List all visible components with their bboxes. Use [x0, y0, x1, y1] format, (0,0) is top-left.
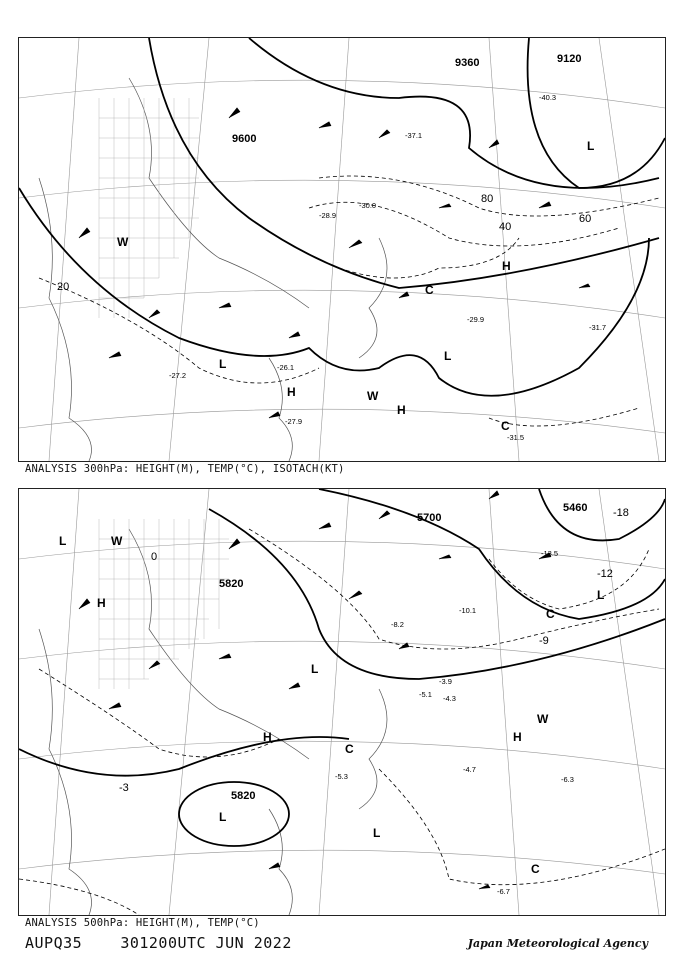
- center-low-3: L: [311, 662, 319, 676]
- center-cold-2: C: [531, 862, 540, 876]
- temp-label: -4.7: [463, 765, 476, 774]
- chart-500hpa: [18, 488, 666, 916]
- graticule: [19, 38, 665, 461]
- temp-label: -5.3: [335, 772, 348, 781]
- center-high-1: H: [502, 259, 511, 273]
- center-high-3: H: [287, 385, 296, 399]
- center-cold-1: C: [345, 742, 354, 756]
- temp-label: -8.2: [391, 620, 404, 629]
- center-cold-1: C: [425, 283, 434, 297]
- hatch-area: [99, 98, 199, 318]
- center-high-2: H: [263, 730, 272, 744]
- temp-label: -4.3: [443, 694, 456, 703]
- temp-label: -27.2: [169, 371, 187, 380]
- agency-name: Japan Meteorological Agency: [467, 937, 648, 950]
- height-label-9600: 9600: [232, 133, 257, 145]
- isotherm-label: -12: [597, 568, 613, 580]
- center-low-1: L: [59, 534, 67, 548]
- map-300hpa: [19, 38, 665, 461]
- temp-label: -31.7: [589, 323, 607, 332]
- graticule: [19, 489, 665, 915]
- isotherm-label: -3: [119, 782, 129, 794]
- height-label-5820: 5820: [231, 790, 256, 802]
- temp-label: -10.1: [459, 606, 477, 615]
- temp-label: -3.9: [439, 677, 452, 686]
- center-warm-1: W: [537, 712, 549, 726]
- temp-label: -13.5: [541, 549, 559, 558]
- center-low-3: L: [219, 357, 227, 371]
- height-label-5820: 5820: [219, 578, 244, 590]
- product-code: [25, 934, 292, 952]
- temp-label: -29.9: [467, 315, 485, 324]
- map-500hpa: [19, 489, 665, 915]
- caption-300hpa: ANALYSIS 300hPa: HEIGHT(M), TEMP(°C), ISOTACH(KT): [25, 463, 345, 475]
- temp-label: -27.9: [285, 417, 303, 426]
- height-label-9120: 9120: [557, 53, 582, 65]
- coastlines: [39, 78, 387, 461]
- isotach-label-40: 40: [499, 221, 512, 233]
- temp-label: -40.3: [539, 93, 557, 102]
- analysis-datetime: 301200UTC JUN 2022: [120, 934, 292, 952]
- center-low-2: L: [587, 139, 595, 153]
- center-low-1: L: [444, 349, 452, 363]
- product-id: AUPQ35: [25, 934, 83, 952]
- temp-label: -5.1: [419, 690, 432, 699]
- temp-label: -31.5: [507, 433, 525, 442]
- center-warm-1: W: [117, 235, 129, 249]
- wind-barbs: [79, 108, 590, 418]
- temp-label: -30.0: [359, 201, 377, 210]
- height-label-9360: 9360: [455, 57, 480, 69]
- isotach-label-60: 60: [579, 213, 592, 225]
- center-warm-2: W: [111, 534, 123, 548]
- temp-label: -26.1: [277, 363, 295, 372]
- center-cold-2: C: [501, 419, 510, 433]
- height-contours: [19, 38, 665, 396]
- height-label-5700: 5700: [417, 512, 442, 524]
- coastlines: [39, 529, 387, 915]
- isotherm-label: -18: [613, 507, 629, 519]
- isotachs: [39, 176, 659, 426]
- center-high-1: H: [97, 596, 106, 610]
- center-high-2: H: [397, 403, 406, 417]
- temp-label: -37.1: [405, 131, 423, 140]
- center-cold-3: C: [546, 607, 555, 621]
- temp-label: -6.3: [561, 775, 574, 784]
- isotherm-label: -9: [539, 635, 549, 647]
- height-label-5460: 5460: [563, 502, 588, 514]
- temp-label: -28.9: [319, 211, 337, 220]
- center-high-3: H: [513, 730, 522, 744]
- temp-label: -6.7: [497, 887, 510, 896]
- isotach-label-20: 20: [57, 281, 70, 293]
- isotherm-label: 0: [151, 551, 158, 563]
- center-low-2: L: [219, 810, 227, 824]
- center-warm-2: W: [367, 389, 379, 403]
- center-low-5: L: [597, 588, 605, 602]
- chart-300hpa: [18, 37, 666, 462]
- center-low-4: L: [373, 826, 381, 840]
- caption-500hpa: ANALYSIS 500hPa: HEIGHT(M), TEMP(°C): [25, 917, 260, 929]
- isotach-label-80: 80: [481, 193, 494, 205]
